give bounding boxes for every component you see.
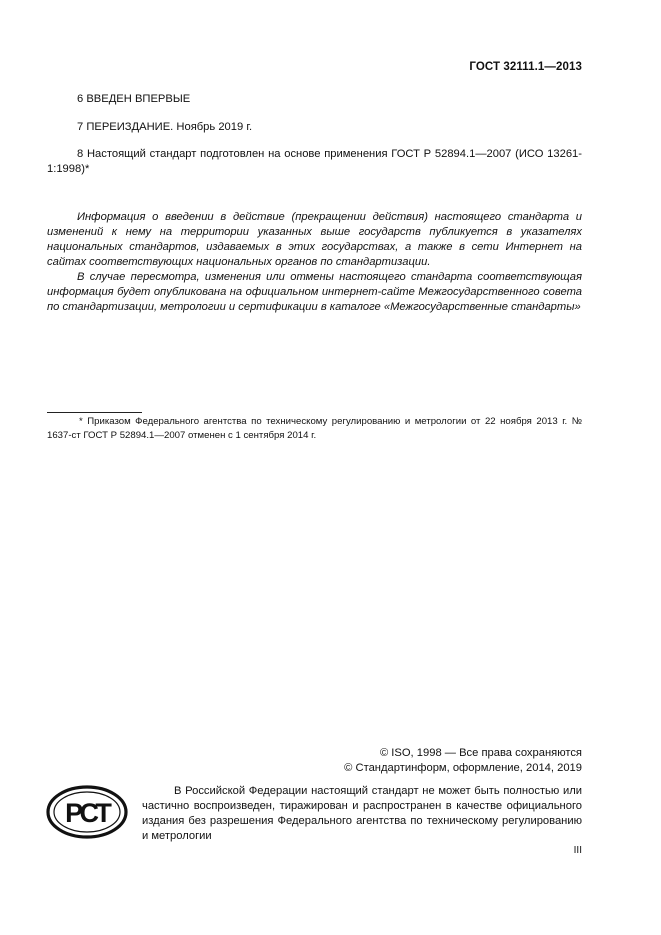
info-paragraph-2: В случае пересмотра, изменения или отмены настоящего стандарта соответствующая информация будет опубликована на официальном интернет-сайте Межгосударственного совета по стандартизации, метрологии и сертификации в каталоге «Межгосударственные стандарты» — [47, 271, 582, 313]
page-number: III — [573, 845, 582, 856]
info-paragraph-1: Информация о введении в действие (прекращении действия) настоящего стандарта и изменений к нему на территории указанных выше государств публикуется в указателях национальных стандартов, издаваемых в этих государствах, а также в сети Интернет на сайтах соответствующих национальных органов по стандартизации. — [47, 211, 582, 268]
document-code: ГОСТ 32111.1—2013 — [469, 61, 582, 73]
svg-text:РСТ: РСТ — [65, 798, 109, 828]
legal-notice: В Российской Федерации настоящий стандарт не может быть полностью или частично воспроизведен, тиражирован и распространен в качестве официального издания без разрешения Федерального агентства по техническому регулированию и метрологии — [142, 785, 582, 842]
footnote: * Приказом Федерального агентства по техническому регулированию и метрологии от 22 ноября 2013 г. № 1637-ст ГОСТ Р 52894.1—2007 отменен с 1 сентября 2014 г. — [47, 416, 582, 441]
copyright-standartinform: © Стандартинформ, оформление, 2014, 2019 — [344, 762, 582, 774]
item-8: 8 Настоящий стандарт подготовлен на основе применения ГОСТ Р 52894.1—2007 (ИСО 13261-1:1998)* — [47, 148, 582, 175]
footnote-divider — [47, 412, 142, 413]
rst-certification-mark-icon — [45, 784, 133, 840]
item-7: 7 ПЕРЕИЗДАНИЕ. Ноябрь 2019 г. — [77, 121, 253, 133]
item-6: 6 ВВЕДЕН ВПЕРВЫЕ — [77, 93, 191, 105]
copyright-iso: © ISO, 1998 — Все права сохраняются — [379, 747, 582, 759]
